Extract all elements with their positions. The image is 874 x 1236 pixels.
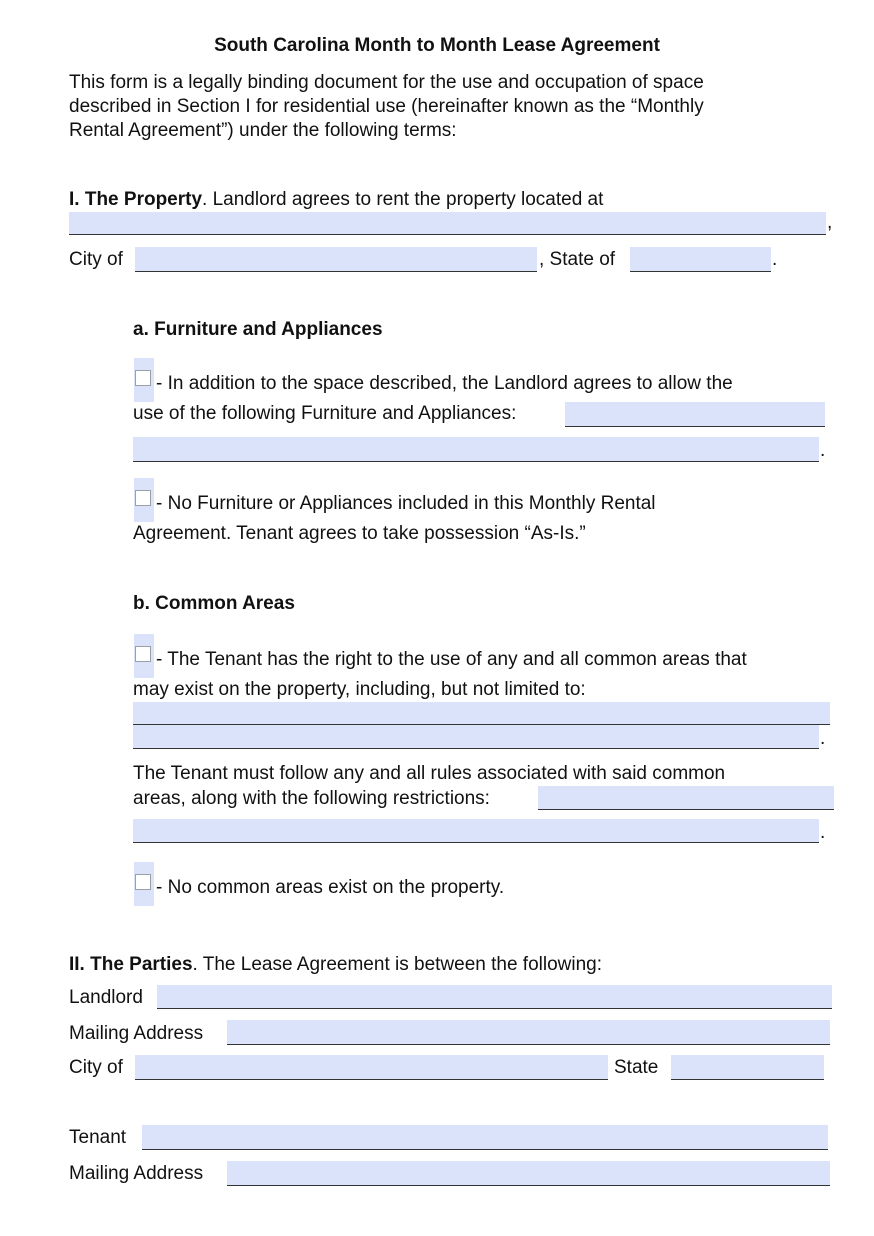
intro-line-2: described in Section I for residential use (hereinafter known as the “Monthly [69,96,704,117]
furniture-option-2-line-1: - No Furniture or Appliances included in this Monthly Rental [156,493,656,514]
section-1-text: . Landlord agrees to rent the property located at [202,189,604,210]
section-2-heading-line [69,954,602,976]
checkbox-box-icon [135,646,151,662]
landlord-state-label: State [614,1057,659,1078]
section-2-text: . The Lease Agreement is between the following: [192,954,603,975]
property-address-comma: , [827,212,833,233]
intro-line-3: Rental Agreement”) under the following terms: [69,120,457,141]
common-areas-checkbox[interactable] [134,634,154,678]
city-label: City of [69,249,123,270]
furniture-option-2-line-2: Agreement. Tenant agrees to take possession “As-Is.” [133,523,586,544]
common-option-1-line-1: - The Tenant has the right to the use of any and all common areas that [156,649,747,670]
property-state-field[interactable] [630,247,771,272]
furniture-heading: a. Furniture and Appliances [133,319,383,340]
landlord-label: Landlord [69,987,143,1008]
furniture-included-checkbox[interactable] [134,358,154,402]
state-period: . [772,249,778,270]
tenant-label: Tenant [69,1127,127,1148]
common-areas-field-1[interactable] [133,702,830,725]
landlord-city-label: City of [69,1057,123,1078]
common-rules-line-1: The Tenant must follow any and all rules associated with said common [133,763,726,784]
landlord-mailing-label: Mailing Address [69,1023,204,1044]
landlord-state-field[interactable] [671,1055,824,1080]
common-option-1-line-2: may exist on the property, including, but not limited to: [133,679,586,700]
furniture-list-field-1[interactable] [565,402,825,427]
section-1-heading: I. The Property [69,189,203,210]
checkbox-box-icon [135,874,151,890]
restrictions-field-2[interactable] [133,819,819,843]
intro-line-1: This form is a legally binding document for the use and occupation of space [69,72,704,93]
restrictions-field-1[interactable] [538,786,834,810]
checkbox-box-icon [135,490,151,506]
checkbox-box-icon [135,370,151,386]
tenant-mailing-field[interactable] [227,1161,830,1186]
section-2-heading: II. The Parties [69,954,193,975]
common-areas-period: . [820,728,826,749]
common-areas-heading: b. Common Areas [133,593,295,614]
no-furniture-checkbox[interactable] [134,478,154,522]
property-address-field[interactable] [69,212,826,235]
common-rules-line-2: areas, along with the following restrictions: [133,788,490,809]
common-option-2: - No common areas exist on the property. [156,877,505,898]
section-1-heading-line [69,189,603,211]
furniture-option-1-line-1: - In addition to the space described, the Landlord agrees to allow the [156,373,733,394]
furniture-period: . [820,440,826,461]
furniture-option-1-line-2: use of the following Furniture and Appliances: [133,403,517,424]
intro-paragraph [69,71,704,143]
property-city-field[interactable] [135,247,537,272]
landlord-city-field[interactable] [135,1055,608,1080]
restrictions-period: . [820,822,826,843]
furniture-list-field-2[interactable] [133,437,819,462]
tenant-name-field[interactable] [142,1125,828,1150]
no-common-areas-checkbox[interactable] [134,862,154,906]
landlord-name-field[interactable] [157,985,832,1009]
common-areas-field-2[interactable] [133,725,819,749]
document-title: South Carolina Month to Month Lease Agreement [214,35,660,56]
landlord-mailing-field[interactable] [227,1020,830,1045]
state-label: , State of [539,249,616,270]
tenant-mailing-label: Mailing Address [69,1163,204,1184]
